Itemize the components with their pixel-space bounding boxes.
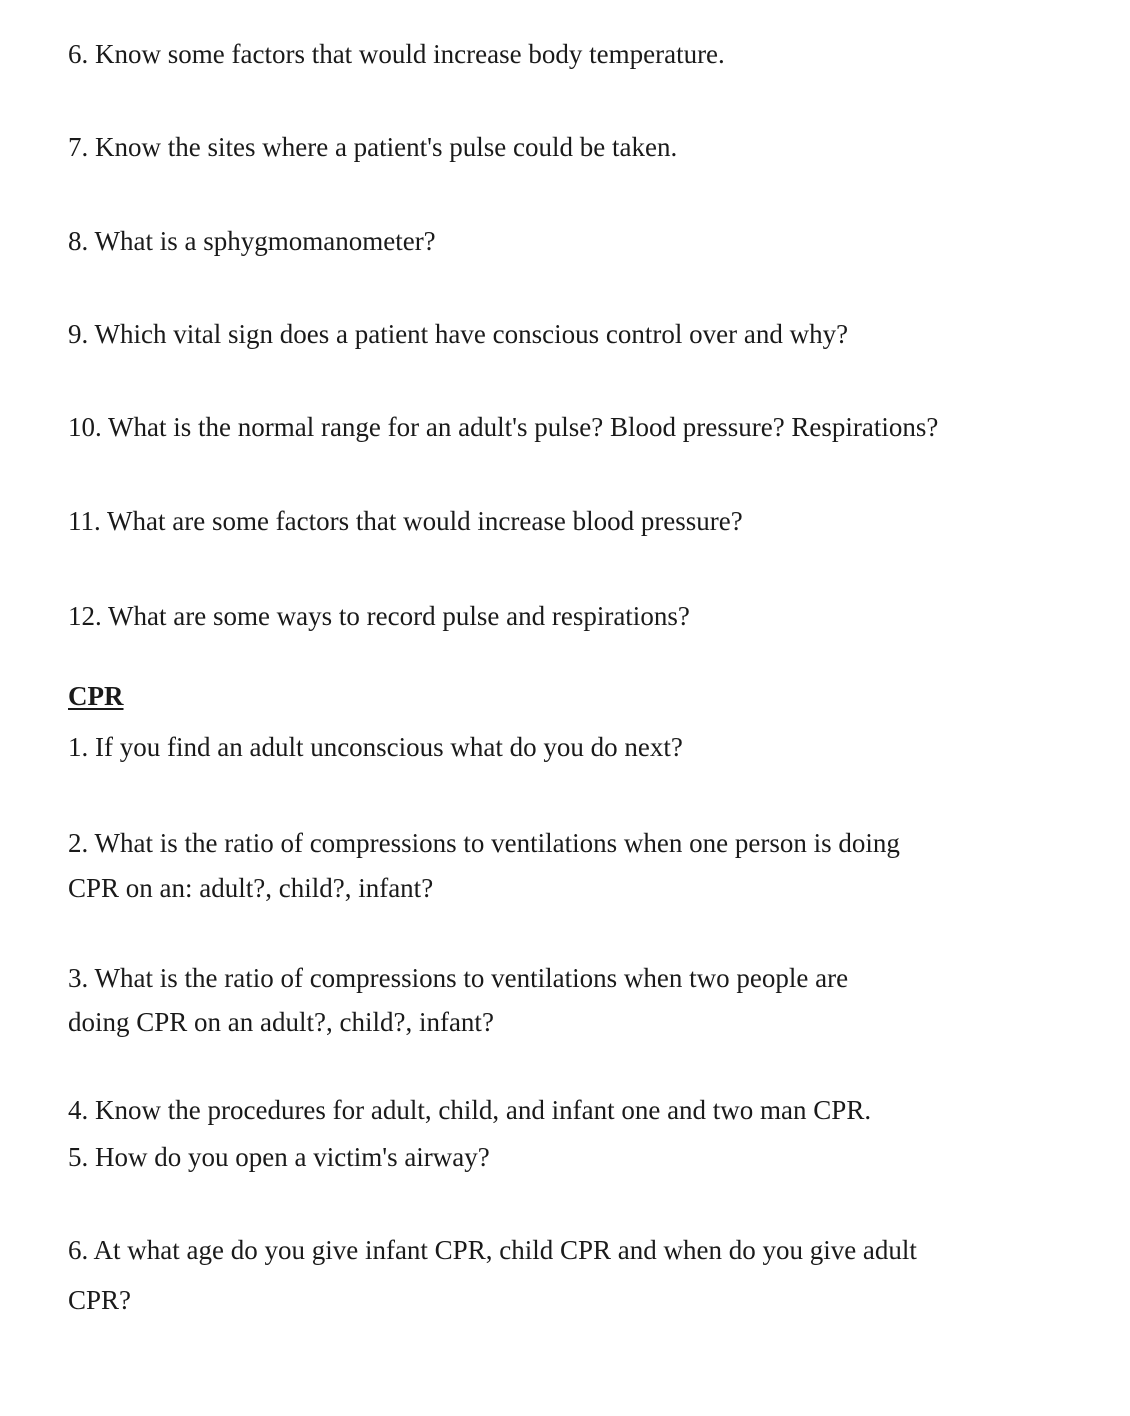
cpr-question-2-line-1: 2. What is the ratio of compressions to ventilations when one person is doing — [68, 828, 900, 858]
question-12: 12. What are some ways to record pulse and respirations? — [68, 601, 690, 631]
question-9: 9. Which vital sign does a patient have conscious control over and why? — [68, 319, 849, 349]
question-7: 7. Know the sites where a patient's pulse could be taken. — [68, 132, 678, 162]
cpr-question-1: 1. If you find an adult unconscious what do you do next? — [68, 732, 683, 762]
cpr-heading: CPR — [68, 681, 124, 711]
cpr-question-3-line-2: doing CPR on an adult?, child?, infant? — [68, 1007, 494, 1037]
cpr-question-5: 5. How do you open a victim's airway? — [68, 1142, 490, 1172]
cpr-question-6-line-2: CPR? — [68, 1285, 132, 1315]
question-8: 8. What is a sphygmomanometer? — [68, 226, 436, 256]
question-6: 6. Know some factors that would increase body temperature. — [68, 39, 725, 69]
question-11: 11. What are some factors that would increase blood pressure? — [68, 506, 743, 536]
cpr-question-2-line-2: CPR on an: adult?, child?, infant? — [68, 873, 434, 903]
cpr-question-3-line-1: 3. What is the ratio of compressions to ventilations when two people are — [68, 963, 849, 993]
cpr-question-4: 4. Know the procedures for adult, child, and infant one and two man CPR. — [68, 1095, 872, 1125]
cpr-question-6-line-1: 6. At what age do you give infant CPR, child CPR and when do you give adult — [68, 1235, 917, 1265]
question-10: 10. What is the normal range for an adult's pulse? Blood pressure? Respirations? — [68, 412, 939, 442]
